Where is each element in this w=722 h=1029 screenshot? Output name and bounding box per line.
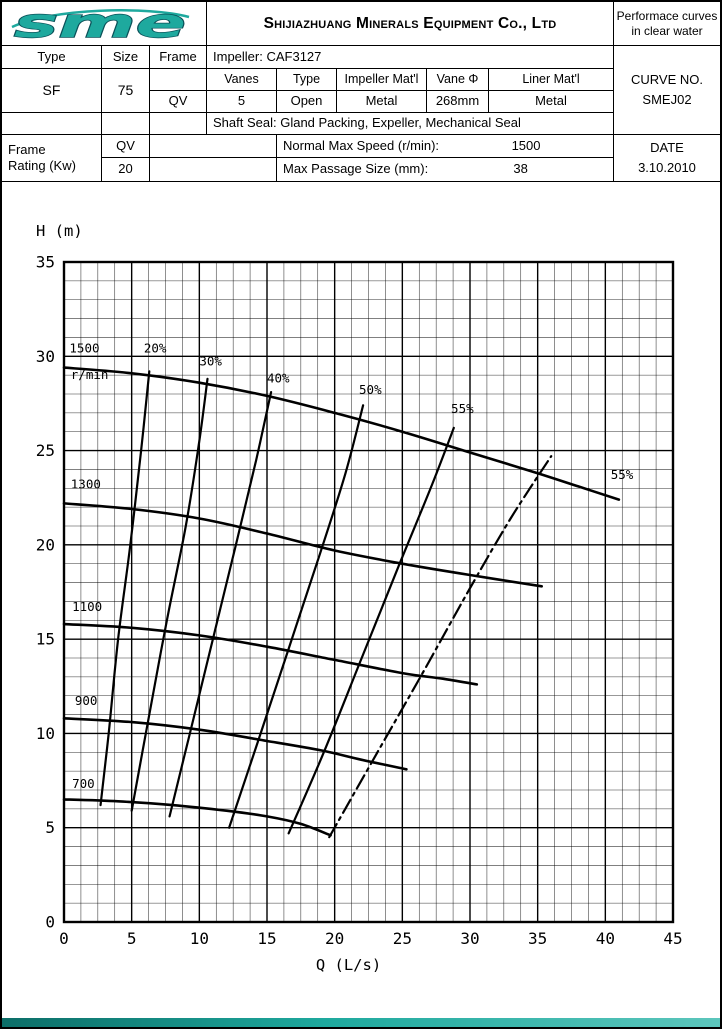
y-axis-title: H (m): [36, 222, 83, 240]
impeller-matl-header: Impeller Mat'l: [337, 69, 427, 91]
impeller-matl-value: Metal: [337, 91, 427, 113]
curve-label: 40%: [267, 370, 290, 386]
y-tick-label: 10: [35, 723, 55, 743]
normal-max-speed-value: 1500: [511, 137, 541, 153]
curve-eff-50: [229, 405, 363, 827]
curve-label: 55%: [610, 466, 634, 482]
frame-rating-value: 20: [102, 158, 150, 182]
y-tick-label: 20: [35, 535, 55, 555]
size-header: Size: [102, 46, 150, 69]
date-cell: [614, 135, 720, 182]
empty-cell: [150, 158, 277, 182]
x-tick-label: 20: [325, 929, 345, 948]
logo-text: sme: [14, 4, 186, 43]
x-tick-label: 15: [257, 929, 277, 948]
type-value: SF: [2, 69, 102, 113]
curve-eff-55-right: [329, 456, 551, 837]
empty-cell: [2, 113, 102, 135]
x-tick-label: 35: [528, 929, 548, 948]
y-tick-label: 30: [35, 346, 55, 366]
x-tick-label: 10: [189, 929, 209, 948]
max-passage-label: Max Passage Size (mm):: [283, 161, 429, 177]
empty-cell: [102, 113, 150, 135]
y-tick-label: 5: [45, 818, 55, 838]
x-tick-label: 30: [460, 929, 480, 948]
curve-label: 30%: [199, 353, 222, 369]
performance-chart: [2, 185, 720, 1017]
shaft-seal-cell: Shaft Seal: Gland Packing, Expeller, Mechanical Seal: [207, 113, 614, 135]
x-tick-label: 45: [663, 929, 683, 948]
x-tick-label: 0: [59, 929, 69, 948]
tagline-cell: [614, 2, 720, 46]
curve-no-cell: [614, 46, 720, 135]
curve-speed-1100: [64, 624, 477, 684]
date-value: 3.10.2010: [638, 160, 696, 175]
bottom-accent-bar: [2, 1018, 720, 1027]
company-name: Shijiazhuang Minerals Equipment Co., Ltd: [207, 2, 614, 46]
max-passage-cell: [277, 158, 614, 182]
normal-max-speed-cell: [277, 135, 614, 158]
curve-eff-40: [170, 392, 272, 816]
curve-label: 700: [72, 776, 95, 792]
frame-header: Frame: [150, 46, 207, 69]
sme-logo: [8, 5, 193, 43]
y-tick-label: 15: [35, 629, 55, 649]
size-value: 75: [102, 69, 150, 113]
curve-label: r/min: [70, 366, 109, 382]
curve-eff-55-left: [289, 428, 454, 833]
curve-no-value: SMEJ02: [642, 92, 692, 107]
grid-minor: [64, 262, 673, 922]
type-header: Type: [2, 46, 102, 69]
frame-value: QV: [150, 91, 207, 113]
empty-cell: [150, 135, 277, 158]
spec-table: [2, 2, 720, 182]
curve-eff-20: [101, 371, 150, 805]
frame-rating-line1: Frame: [8, 141, 46, 157]
frame-rating-qv: QV: [102, 135, 150, 158]
impeller-type-header: Type: [277, 69, 337, 91]
empty-cell: [150, 113, 207, 135]
y-tick-label: 25: [35, 441, 55, 461]
curve-label: 20%: [143, 340, 167, 356]
empty-cell: [150, 69, 207, 91]
normal-max-speed-label: Normal Max Speed (r/min):: [283, 137, 440, 153]
logo-cell: [2, 2, 207, 46]
y-tick-label: 35: [35, 252, 55, 272]
x-axis-title: Q (L/s): [315, 956, 382, 974]
vanes-value: 5: [207, 91, 277, 113]
impeller-cell: Impeller: CAF3127: [207, 46, 614, 69]
curve-eff-30: [132, 379, 208, 811]
curve-speed-900: [64, 718, 406, 769]
tagline-line2: in clear water: [631, 23, 703, 38]
curve-label: 1500: [69, 340, 100, 356]
vane-diameter-header: Vane Φ: [427, 69, 489, 91]
curve-no-label: CURVE NO.: [631, 71, 703, 87]
y-tick-label: 0: [45, 912, 55, 932]
frame-rating-label: [2, 135, 102, 182]
frame-rating-line2: Rating (Kw): [8, 158, 76, 173]
date-label: DATE: [650, 139, 684, 155]
curves: [64, 368, 619, 838]
vane-diameter-value: 268mm: [427, 91, 489, 113]
x-tick-label: 40: [595, 929, 615, 948]
liner-matl-header: Liner Mat'l: [489, 69, 614, 91]
x-tick-label: 5: [126, 929, 137, 948]
tagline-line1: Performace curves: [616, 8, 718, 23]
curve-label: 1100: [72, 598, 103, 614]
curve-label: 900: [74, 693, 98, 709]
max-passage-value: 38: [513, 161, 528, 177]
impeller-type-value: Open: [277, 91, 337, 113]
liner-matl-value: Metal: [489, 91, 614, 113]
curve-label: 55%: [451, 400, 474, 416]
curve-label: 1300: [70, 476, 101, 492]
curve-label: 50%: [359, 382, 382, 397]
axis-labels: [36, 222, 683, 974]
vanes-header: Vanes: [207, 69, 277, 91]
x-tick-label: 25: [392, 929, 412, 948]
